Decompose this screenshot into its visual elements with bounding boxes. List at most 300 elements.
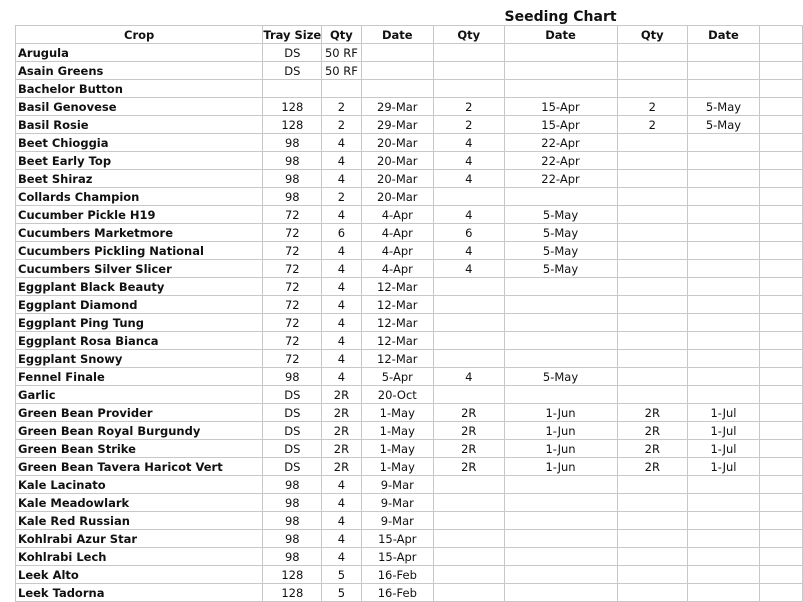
empty-cell[interactable] — [759, 494, 802, 512]
date-3-cell[interactable] — [688, 80, 760, 98]
date-1-cell[interactable] — [361, 80, 433, 98]
qty-2-cell[interactable]: 2 — [433, 116, 504, 134]
date-1-cell[interactable] — [361, 62, 433, 80]
crop-cell[interactable]: Basil Rosie — [16, 116, 263, 134]
qty-2-cell[interactable] — [433, 476, 504, 494]
qty-1-cell[interactable] — [322, 80, 361, 98]
date-3-cell[interactable] — [688, 512, 760, 530]
date-1-cell[interactable]: 9-Mar — [361, 512, 433, 530]
qty-1-cell[interactable]: 4 — [322, 278, 361, 296]
empty-cell[interactable] — [759, 314, 802, 332]
empty-cell[interactable] — [759, 116, 802, 134]
date-1-cell[interactable]: 15-Apr — [361, 530, 433, 548]
table-row — [16, 530, 803, 548]
date-3-cell[interactable] — [688, 296, 760, 314]
date-3-cell[interactable] — [688, 584, 760, 602]
crop-cell[interactable]: Garlic — [16, 386, 263, 404]
qty-2-cell[interactable]: 4 — [433, 206, 504, 224]
crop-cell[interactable]: Cucumber Pickle H19 — [16, 206, 263, 224]
qty-3-cell[interactable] — [617, 386, 688, 404]
date-3-cell[interactable] — [688, 242, 760, 260]
date-3-cell[interactable] — [688, 260, 760, 278]
date-1-cell[interactable]: 16-Feb — [361, 566, 433, 584]
qty-2-cell[interactable] — [433, 62, 504, 80]
qty-2-cell[interactable] — [433, 512, 504, 530]
tray-size-cell[interactable]: 98 — [263, 494, 322, 512]
qty-1-cell[interactable]: 2R — [322, 440, 361, 458]
crop-cell[interactable]: Green Bean Royal Burgundy — [16, 422, 263, 440]
qty-2-cell[interactable] — [433, 278, 504, 296]
date-2-cell[interactable] — [504, 62, 617, 80]
date-2-cell[interactable]: 5-May — [504, 224, 617, 242]
tray-size-cell[interactable]: 98 — [263, 512, 322, 530]
date-3-cell[interactable] — [688, 188, 760, 206]
tray-size-cell[interactable]: DS — [263, 62, 322, 80]
crop-cell[interactable]: Eggplant Ping Tung — [16, 314, 263, 332]
seeding-chart-table — [15, 8, 803, 602]
qty-2-cell[interactable]: 4 — [433, 152, 504, 170]
date-1-cell[interactable]: 1-May — [361, 404, 433, 422]
date-2-cell[interactable] — [504, 332, 617, 350]
qty-1-cell[interactable]: 4 — [322, 314, 361, 332]
qty-2-cell[interactable] — [433, 530, 504, 548]
qty-1-cell[interactable]: 4 — [322, 548, 361, 566]
qty-1-cell[interactable]: 6 — [322, 224, 361, 242]
date-2-cell[interactable]: 1-Jun — [504, 440, 617, 458]
qty-1-cell[interactable]: 2R — [322, 422, 361, 440]
table-row — [16, 188, 803, 206]
date-2-cell[interactable] — [504, 44, 617, 62]
tray-size-cell[interactable]: 72 — [263, 314, 322, 332]
date-3-cell[interactable] — [688, 368, 760, 386]
empty-cell[interactable] — [759, 188, 802, 206]
tray-size-cell[interactable]: 98 — [263, 188, 322, 206]
date-1-cell[interactable]: 20-Oct — [361, 386, 433, 404]
qty-2-cell[interactable] — [433, 584, 504, 602]
table-row — [16, 116, 803, 134]
crop-cell[interactable]: Kale Meadowlark — [16, 494, 263, 512]
tray-size-cell[interactable]: 98 — [263, 368, 322, 386]
empty-cell[interactable] — [759, 530, 802, 548]
qty-3-cell[interactable] — [617, 548, 688, 566]
date-3-cell[interactable] — [688, 224, 760, 242]
empty-cell[interactable] — [759, 476, 802, 494]
crop-cell[interactable]: Leek Alto — [16, 566, 263, 584]
date-3-cell[interactable]: 5-May — [688, 98, 760, 116]
empty-cell[interactable] — [759, 422, 802, 440]
qty-1-cell[interactable]: 5 — [322, 584, 361, 602]
date-1-cell[interactable]: 29-Mar — [361, 116, 433, 134]
crop-cell[interactable]: Green Bean Provider — [16, 404, 263, 422]
empty-cell[interactable] — [759, 98, 802, 116]
tray-size-cell[interactable]: 98 — [263, 530, 322, 548]
crop-cell[interactable]: Fennel Finale — [16, 368, 263, 386]
tray-size-cell[interactable]: DS — [263, 44, 322, 62]
qty-2-cell[interactable] — [433, 314, 504, 332]
qty-3-cell[interactable] — [617, 242, 688, 260]
chart-title: Seeding Chart — [504, 9, 617, 25]
date-2-cell[interactable]: 1-Jun — [504, 458, 617, 476]
crop-cell[interactable]: Asain Greens — [16, 62, 263, 80]
header-date-2[interactable]: Date — [504, 26, 617, 44]
crop-cell[interactable]: Leek Tadorna — [16, 584, 263, 602]
date-3-cell[interactable] — [688, 134, 760, 152]
qty-2-cell[interactable]: 4 — [433, 134, 504, 152]
qty-2-cell[interactable] — [433, 548, 504, 566]
tray-size-cell[interactable]: 72 — [263, 332, 322, 350]
empty-cell[interactable] — [759, 512, 802, 530]
date-1-cell[interactable]: 12-Mar — [361, 314, 433, 332]
empty-cell[interactable] — [759, 242, 802, 260]
qty-1-cell[interactable]: 5 — [322, 566, 361, 584]
qty-1-cell[interactable]: 4 — [322, 368, 361, 386]
qty-1-cell[interactable]: 2R — [322, 458, 361, 476]
date-1-cell[interactable]: 9-Mar — [361, 476, 433, 494]
crop-cell[interactable]: Cucumbers Marketmore — [16, 224, 263, 242]
header-tray-size[interactable]: Tray Size — [263, 27, 322, 42]
date-1-cell[interactable]: 12-Mar — [361, 296, 433, 314]
date-3-cell[interactable]: 1-Jul — [688, 404, 760, 422]
qty-3-cell[interactable] — [617, 44, 688, 62]
qty-1-cell[interactable]: 4 — [322, 476, 361, 494]
date-2-cell[interactable] — [504, 494, 617, 512]
qty-3-cell[interactable]: 2R — [617, 404, 688, 422]
date-2-cell[interactable] — [504, 476, 617, 494]
crop-cell[interactable]: Collards Champion — [16, 188, 263, 206]
table-row — [16, 98, 803, 116]
qty-1-cell[interactable]: 50 RF — [322, 62, 361, 80]
qty-3-cell[interactable]: 2R — [617, 440, 688, 458]
table-row — [16, 134, 803, 152]
crop-cell[interactable]: Kale Lacinato — [16, 476, 263, 494]
crop-cell[interactable]: Beet Shiraz — [16, 170, 263, 188]
date-3-cell[interactable] — [688, 314, 760, 332]
date-3-cell[interactable]: 1-Jul — [688, 458, 760, 476]
qty-2-cell[interactable]: 6 — [433, 224, 504, 242]
tray-size-cell[interactable]: 72 — [263, 278, 322, 296]
qty-1-cell[interactable]: 2 — [322, 98, 361, 116]
date-2-cell[interactable] — [504, 278, 617, 296]
table-row — [16, 224, 803, 242]
qty-1-cell[interactable]: 4 — [322, 134, 361, 152]
qty-1-cell[interactable]: 50 RF — [322, 44, 361, 62]
date-1-cell[interactable] — [361, 44, 433, 62]
empty-cell[interactable] — [759, 278, 802, 296]
qty-3-cell[interactable]: 2 — [617, 98, 688, 116]
qty-3-cell[interactable]: 2R — [617, 422, 688, 440]
date-1-cell[interactable]: 4-Apr — [361, 206, 433, 224]
date-2-cell[interactable]: 15-Apr — [504, 98, 617, 116]
date-1-cell[interactable]: 12-Mar — [361, 350, 433, 368]
date-2-cell[interactable] — [504, 314, 617, 332]
qty-2-cell[interactable]: 4 — [433, 170, 504, 188]
date-2-cell[interactable]: 1-Jun — [504, 404, 617, 422]
table-row — [16, 296, 803, 314]
qty-2-cell[interactable] — [433, 494, 504, 512]
crop-cell[interactable]: Cucumbers Silver Slicer — [16, 260, 263, 278]
qty-3-cell[interactable] — [617, 206, 688, 224]
qty-2-cell[interactable] — [433, 386, 504, 404]
qty-3-cell[interactable] — [617, 494, 688, 512]
crop-cell[interactable]: Green Bean Tavera Haricot Vert — [16, 458, 263, 476]
date-1-cell[interactable]: 29-Mar — [361, 98, 433, 116]
date-3-cell[interactable] — [688, 206, 760, 224]
qty-1-cell[interactable]: 4 — [322, 260, 361, 278]
qty-3-cell[interactable] — [617, 296, 688, 314]
date-3-cell[interactable] — [688, 44, 760, 62]
qty-3-cell[interactable] — [617, 152, 688, 170]
tray-size-cell[interactable]: DS — [263, 422, 322, 440]
crop-cell[interactable]: Beet Early Top — [16, 152, 263, 170]
qty-3-cell[interactable]: 2 — [617, 116, 688, 134]
date-3-cell[interactable]: 1-Jul — [688, 440, 760, 458]
tray-size-cell[interactable]: 72 — [263, 206, 322, 224]
date-1-cell[interactable]: 12-Mar — [361, 278, 433, 296]
tray-size-cell[interactable] — [263, 80, 322, 98]
crop-cell[interactable]: Kohlrabi Azur Star — [16, 530, 263, 548]
crop-cell[interactable]: Kohlrabi Lech — [16, 548, 263, 566]
empty-cell[interactable] — [759, 404, 802, 422]
qty-1-cell[interactable]: 4 — [322, 170, 361, 188]
crop-cell[interactable]: Bachelor Button — [16, 80, 263, 98]
qty-1-cell[interactable]: 4 — [322, 206, 361, 224]
date-1-cell[interactable]: 12-Mar — [361, 332, 433, 350]
qty-3-cell[interactable] — [617, 80, 688, 98]
date-3-cell[interactable] — [688, 350, 760, 368]
qty-1-cell[interactable]: 4 — [322, 350, 361, 368]
date-3-cell[interactable] — [688, 332, 760, 350]
qty-3-cell[interactable] — [617, 260, 688, 278]
qty-1-cell[interactable]: 4 — [322, 152, 361, 170]
crop-cell[interactable]: Cucumbers Pickling National — [16, 242, 263, 260]
qty-1-cell[interactable]: 2R — [322, 386, 361, 404]
qty-2-cell[interactable] — [433, 188, 504, 206]
empty-cell[interactable] — [759, 26, 802, 44]
header-crop[interactable]: Crop — [16, 26, 263, 44]
tray-size-cell[interactable]: 128 — [263, 98, 322, 116]
tray-size-cell[interactable]: 72 — [263, 242, 322, 260]
empty-cell[interactable] — [759, 206, 802, 224]
crop-cell[interactable]: Basil Genovese — [16, 98, 263, 116]
crop-cell[interactable]: Arugula — [16, 44, 263, 62]
date-3-cell[interactable] — [688, 548, 760, 566]
tray-size-cell[interactable]: 72 — [263, 296, 322, 314]
date-2-cell[interactable] — [504, 512, 617, 530]
date-1-cell[interactable]: 20-Mar — [361, 170, 433, 188]
date-2-cell[interactable]: 22-Apr — [504, 170, 617, 188]
table-row — [16, 476, 803, 494]
qty-1-cell[interactable]: 2R — [322, 404, 361, 422]
header-qty-1[interactable]: Qty — [322, 26, 361, 44]
empty-cell[interactable] — [759, 224, 802, 242]
empty-cell[interactable] — [759, 440, 802, 458]
date-3-cell[interactable] — [688, 494, 760, 512]
qty-3-cell[interactable] — [617, 584, 688, 602]
qty-2-cell[interactable]: 2R — [433, 404, 504, 422]
date-2-cell[interactable]: 5-May — [504, 206, 617, 224]
qty-2-cell[interactable]: 4 — [433, 368, 504, 386]
qty-3-cell[interactable] — [617, 62, 688, 80]
qty-1-cell[interactable]: 4 — [322, 242, 361, 260]
qty-1-cell[interactable]: 2 — [322, 116, 361, 134]
date-1-cell[interactable]: 1-May — [361, 440, 433, 458]
table-row — [16, 152, 803, 170]
qty-1-cell[interactable]: 4 — [322, 296, 361, 314]
tray-size-cell[interactable]: DS — [263, 440, 322, 458]
date-3-cell[interactable]: 5-May — [688, 116, 760, 134]
qty-2-cell[interactable] — [433, 296, 504, 314]
empty-cell[interactable] — [759, 584, 802, 602]
qty-3-cell[interactable] — [617, 512, 688, 530]
qty-2-cell[interactable]: 2R — [433, 440, 504, 458]
crop-cell[interactable]: Kale Red Russian — [16, 512, 263, 530]
header-date-1[interactable]: Date — [361, 26, 433, 44]
header-qty-3[interactable]: Qty — [617, 26, 688, 44]
empty-cell[interactable] — [759, 458, 802, 476]
date-2-cell[interactable] — [504, 530, 617, 548]
date-1-cell[interactable]: 1-May — [361, 458, 433, 476]
qty-3-cell[interactable] — [617, 314, 688, 332]
date-3-cell[interactable] — [688, 530, 760, 548]
tray-size-cell[interactable]: DS — [263, 404, 322, 422]
qty-1-cell[interactable]: 4 — [322, 512, 361, 530]
date-3-cell[interactable] — [688, 170, 760, 188]
empty-cell[interactable] — [759, 296, 802, 314]
empty-cell[interactable] — [759, 386, 802, 404]
date-1-cell[interactable]: 4-Apr — [361, 224, 433, 242]
qty-1-cell[interactable]: 4 — [322, 332, 361, 350]
date-3-cell[interactable] — [688, 476, 760, 494]
crop-cell[interactable]: Eggplant Rosa Bianca — [16, 332, 263, 350]
tray-size-cell[interactable]: 72 — [263, 350, 322, 368]
empty-cell[interactable] — [759, 368, 802, 386]
table-row — [16, 332, 803, 350]
date-3-cell[interactable]: 1-Jul — [688, 422, 760, 440]
qty-3-cell[interactable] — [617, 134, 688, 152]
qty-3-cell[interactable] — [617, 170, 688, 188]
tray-size-cell[interactable]: 98 — [263, 134, 322, 152]
date-2-cell[interactable]: 5-May — [504, 368, 617, 386]
tray-size-cell[interactable]: 72 — [263, 260, 322, 278]
date-2-cell[interactable]: 15-Apr — [504, 116, 617, 134]
qty-1-cell[interactable]: 2 — [322, 188, 361, 206]
tray-size-cell[interactable]: DS — [263, 458, 322, 476]
qty-3-cell[interactable] — [617, 224, 688, 242]
date-1-cell[interactable]: 15-Apr — [361, 548, 433, 566]
header-qty-2[interactable]: Qty — [433, 26, 504, 44]
table-row — [16, 206, 803, 224]
tray-size-cell[interactable]: 72 — [263, 224, 322, 242]
tray-size-cell[interactable]: 98 — [263, 170, 322, 188]
header-date-3[interactable]: Date — [688, 26, 760, 44]
qty-3-cell[interactable] — [617, 476, 688, 494]
crop-cell[interactable]: Eggplant Black Beauty — [16, 278, 263, 296]
crop-cell[interactable]: Green Bean Strike — [16, 440, 263, 458]
tray-size-cell[interactable]: 128 — [263, 566, 322, 584]
qty-3-cell[interactable] — [617, 188, 688, 206]
table-row — [16, 80, 803, 98]
date-1-cell[interactable]: 20-Mar — [361, 188, 433, 206]
tray-size-cell[interactable]: 98 — [263, 548, 322, 566]
empty-cell[interactable] — [759, 134, 802, 152]
date-2-cell[interactable]: 22-Apr — [504, 134, 617, 152]
qty-3-cell[interactable] — [617, 350, 688, 368]
qty-1-cell[interactable]: 4 — [322, 494, 361, 512]
date-3-cell[interactable] — [688, 278, 760, 296]
date-3-cell[interactable] — [688, 62, 760, 80]
empty-cell[interactable] — [759, 170, 802, 188]
date-2-cell[interactable]: 5-May — [504, 242, 617, 260]
date-2-cell[interactable] — [504, 296, 617, 314]
tray-size-cell[interactable]: DS — [263, 386, 322, 404]
table-row — [16, 422, 803, 440]
header-row — [16, 26, 803, 44]
date-2-cell[interactable] — [504, 80, 617, 98]
empty-cell[interactable] — [759, 44, 802, 62]
qty-2-cell[interactable]: 4 — [433, 260, 504, 278]
table-row — [16, 278, 803, 296]
date-3-cell[interactable] — [688, 152, 760, 170]
qty-3-cell[interactable] — [617, 278, 688, 296]
tray-size-cell[interactable]: 128 — [263, 116, 322, 134]
date-2-cell[interactable]: 22-Apr — [504, 152, 617, 170]
date-2-cell[interactable] — [504, 188, 617, 206]
empty-cell[interactable] — [759, 350, 802, 368]
date-1-cell[interactable]: 5-Apr — [361, 368, 433, 386]
qty-2-cell[interactable]: 4 — [433, 242, 504, 260]
date-2-cell[interactable]: 1-Jun — [504, 422, 617, 440]
crop-cell[interactable]: Eggplant Snowy — [16, 350, 263, 368]
qty-3-cell[interactable] — [617, 530, 688, 548]
qty-2-cell[interactable] — [433, 80, 504, 98]
date-3-cell[interactable] — [688, 386, 760, 404]
qty-2-cell[interactable] — [433, 44, 504, 62]
date-1-cell[interactable]: 4-Apr — [361, 260, 433, 278]
tray-size-cell[interactable]: 128 — [263, 584, 322, 602]
date-2-cell[interactable] — [504, 386, 617, 404]
qty-2-cell[interactable] — [433, 332, 504, 350]
date-1-cell[interactable]: 1-May — [361, 422, 433, 440]
qty-3-cell[interactable] — [617, 368, 688, 386]
date-1-cell[interactable]: 20-Mar — [361, 152, 433, 170]
qty-2-cell[interactable]: 2R — [433, 458, 504, 476]
crop-cell[interactable]: Eggplant Diamond — [16, 296, 263, 314]
qty-1-cell[interactable]: 4 — [322, 530, 361, 548]
date-2-cell[interactable] — [504, 584, 617, 602]
empty-cell[interactable] — [759, 62, 802, 80]
crop-cell[interactable]: Beet Chioggia — [16, 134, 263, 152]
empty-cell[interactable] — [759, 80, 802, 98]
qty-3-cell[interactable] — [617, 332, 688, 350]
date-2-cell[interactable] — [504, 548, 617, 566]
empty-cell[interactable] — [759, 152, 802, 170]
qty-2-cell[interactable] — [433, 350, 504, 368]
qty-2-cell[interactable]: 2R — [433, 422, 504, 440]
qty-3-cell[interactable]: 2R — [617, 458, 688, 476]
date-1-cell[interactable]: 9-Mar — [361, 494, 433, 512]
tray-size-cell[interactable]: 98 — [263, 476, 322, 494]
date-2-cell[interactable]: 5-May — [504, 260, 617, 278]
empty-cell[interactable] — [759, 548, 802, 566]
date-2-cell[interactable] — [504, 350, 617, 368]
tray-size-cell[interactable]: 98 — [263, 152, 322, 170]
date-1-cell[interactable]: 4-Apr — [361, 242, 433, 260]
qty-2-cell[interactable]: 2 — [433, 98, 504, 116]
empty-cell[interactable] — [759, 332, 802, 350]
date-1-cell[interactable]: 16-Feb — [361, 584, 433, 602]
empty-cell[interactable] — [759, 260, 802, 278]
date-1-cell[interactable]: 20-Mar — [361, 134, 433, 152]
